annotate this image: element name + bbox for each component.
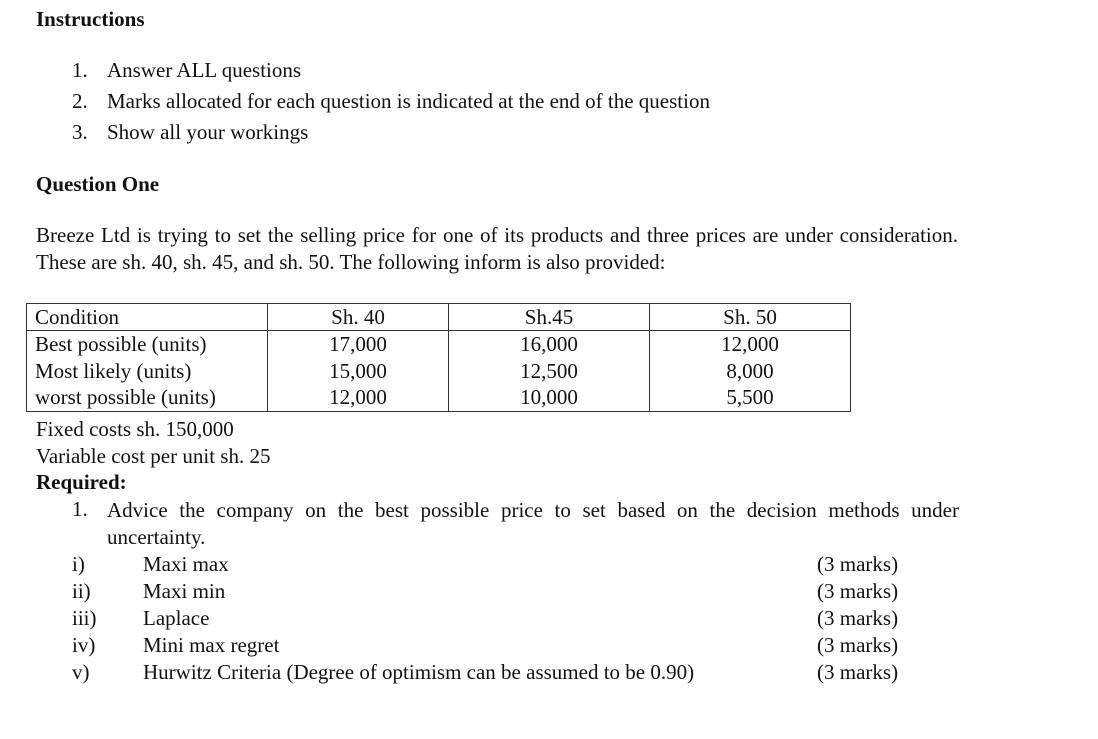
instructions-heading: Instructions xyxy=(36,7,145,31)
table-row xyxy=(27,331,851,412)
required-item-num: 1. xyxy=(72,497,88,521)
subitem-marks: (3 marks) xyxy=(817,579,899,603)
fixed-costs: Fixed costs sh. 150,000 xyxy=(36,417,234,441)
subitem-marks: (3 marks) xyxy=(817,660,899,684)
subitem-num: v) xyxy=(72,660,90,684)
table-cell-value: 5,500 xyxy=(726,385,774,409)
required-item-text: Advice the company on the best possible price to set based on the decision methods under uncertainty. xyxy=(107,498,959,549)
subitem-num: ii) xyxy=(72,579,91,603)
table-cell-value: 10,000 xyxy=(520,385,578,409)
table-cell-label: Most likely (units) xyxy=(35,358,192,383)
instruction-text: Show all your workings xyxy=(107,120,309,144)
table-cell-value: 8,000 xyxy=(726,358,774,383)
subitem-marks: (3 marks) xyxy=(817,633,899,657)
required-heading: Required: xyxy=(36,470,127,494)
subitem-text: Maxi min xyxy=(143,579,226,603)
subitem-marks: (3 marks) xyxy=(817,606,899,630)
table-cell-value: 12,500 xyxy=(520,358,578,383)
subitem-num: iv) xyxy=(72,633,96,657)
price-demand-table xyxy=(26,303,851,412)
instruction-num: 1. xyxy=(72,58,88,82)
subitem-text: Laplace xyxy=(143,606,210,630)
question-heading: Question One xyxy=(36,172,160,196)
subitem-text: Mini max regret xyxy=(143,633,280,657)
table-cell-value: 16,000 xyxy=(520,332,578,356)
table-cell-value: 12,000 xyxy=(721,332,779,356)
instruction-text: Marks allocated for each question is indicated at the end of the question xyxy=(107,89,710,113)
table-header-cell: Sh. 40 xyxy=(268,304,449,331)
table-cell-value: 17,000 xyxy=(329,332,387,356)
table-header-cell: Condition xyxy=(27,304,268,331)
table-cell-label: Best possible (units) xyxy=(35,332,207,356)
question-intro: Breeze Ltd is trying to set the selling price for one of its products and three prices are under consideration. These are sh. 40, sh. 45, and sh. 50. The following inform is also provided: xyxy=(36,223,958,274)
table-cell-value: 15,000 xyxy=(329,358,387,383)
table-header-cell: Sh.45 xyxy=(449,304,650,331)
instruction-num: 2. xyxy=(72,89,88,113)
instruction-num: 3. xyxy=(72,120,88,144)
table-header-row xyxy=(27,304,851,331)
subitem-num: i) xyxy=(72,552,85,576)
instruction-text: Answer ALL questions xyxy=(107,58,302,82)
subitem-num: iii) xyxy=(72,606,97,630)
subitem-marks: (3 marks) xyxy=(817,552,899,576)
table-cell-value: 12,000 xyxy=(329,385,387,409)
table-cell-label: worst possible (units) xyxy=(35,385,216,409)
subitem-text: Maxi max xyxy=(143,552,229,576)
variable-cost: Variable cost per unit sh. 25 xyxy=(36,444,271,468)
subitem-text: Hurwitz Criteria (Degree of optimism can be assumed to be 0.90) xyxy=(143,660,695,684)
table-header-cell: Sh. 50 xyxy=(650,304,851,331)
